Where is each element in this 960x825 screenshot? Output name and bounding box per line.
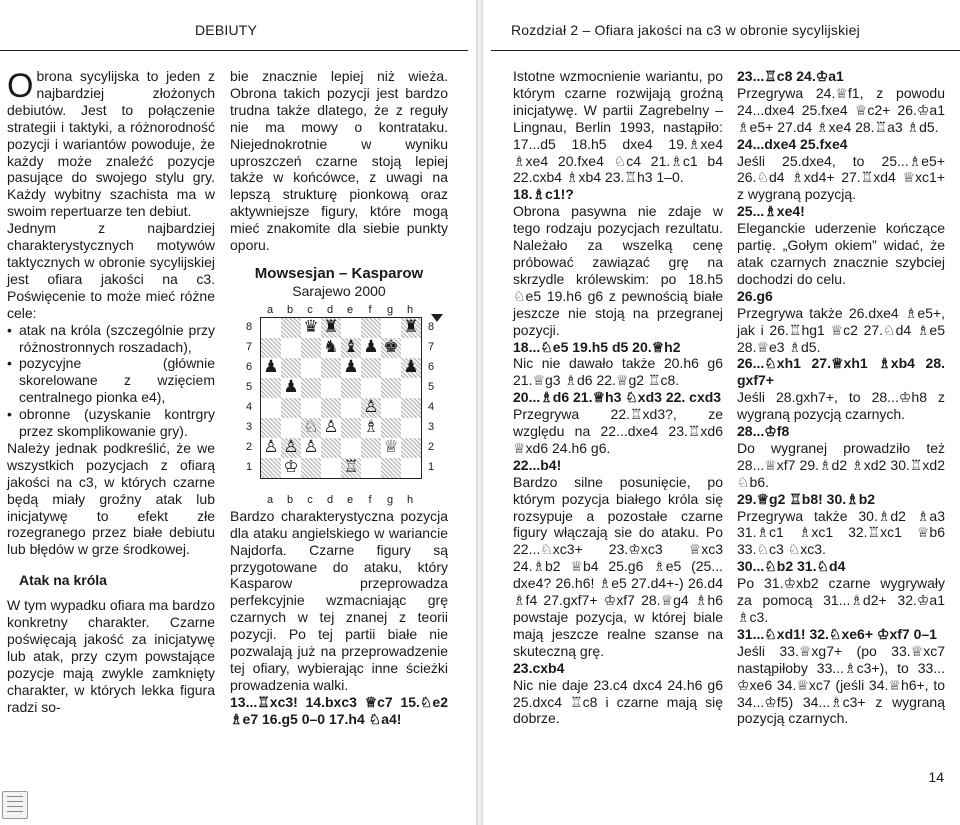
square-a2: [261, 438, 281, 458]
square-b3: [281, 418, 301, 438]
chess-board: [260, 317, 422, 479]
chess-piece-icon: ♘: [303, 417, 319, 438]
square-f7: [361, 338, 381, 358]
square-a1: [261, 458, 281, 478]
square-e5: [341, 378, 361, 398]
chess-piece-icon: ♙: [303, 437, 319, 458]
square-g4: [381, 398, 401, 418]
chess-piece-icon: ♖: [343, 457, 359, 478]
rank-label: 7: [428, 340, 435, 353]
square-g2: [381, 438, 401, 458]
file-label: h: [406, 493, 414, 506]
rank-label: 3: [428, 420, 435, 433]
square-e1: [341, 458, 361, 478]
chess-piece-icon: ♟: [343, 357, 359, 378]
square-g6: [381, 358, 401, 378]
move-sequence: 13...♖xc3! 14.bxc3 ♕c7 15.♘e2 ♗e7 16.g5 0–0 17.h4 ♘a4!: [230, 693, 448, 727]
square-h1: [401, 458, 421, 478]
square-f5: [361, 378, 381, 398]
square-d2: [321, 438, 341, 458]
header-rule: [0, 50, 468, 51]
file-label: d: [326, 493, 334, 506]
paragraph: bie znacznie lepiej niż wieża. Obrona takich pozycji jest bardzo trudna także dlatego, że z reguły nie ma mowy o kontrataku. Niejednokrotnie w wyniku uproszczeń czarne stoją lepiej także w końcówce, z uwagi na lepszą strukturę pionkową oraz aktywniejsze figury, które mogą mieć znakomite dla siebie punkty oporu.: [230, 68, 448, 254]
square-c7: [301, 338, 321, 358]
move-sequence: 20...♗d6 21.♕h3 ♘xd3 22. cxd3: [513, 389, 722, 406]
move-sequence: 29.♕g2 ♖b8! 30.♗b2: [737, 490, 876, 507]
square-g1: [381, 458, 401, 478]
rank-label: 6: [246, 360, 253, 373]
square-e2: [341, 438, 361, 458]
square-a6: [261, 358, 281, 378]
rank-label: 6: [428, 360, 435, 373]
file-label: a: [266, 493, 274, 506]
paragraph: Jeśli 28.gxh7+, to 28...♔h8 z wygraną pozycją czarnych.: [737, 389, 945, 423]
text-column-1: [7, 68, 215, 716]
move-sequence: 28...♔f8: [737, 423, 790, 440]
file-label: b: [286, 493, 294, 506]
file-label: f: [368, 303, 372, 316]
paragraph: Przegrywa 24.♕f1, z powodu 24...dxe4 25.fxe4 ♕c2+ 26.♔a1 ♗e5+ 27.d4 ♗xe4 28.♖a3 ♗d5.: [737, 84, 945, 135]
rank-label: 2: [428, 440, 435, 453]
paragraph: Przegrywa 22.♖xd3?, ze względu na 22...dxe4 23.♖xd6 ♕xd6 24.h6 g6.: [513, 406, 723, 456]
square-a4: [261, 398, 281, 418]
square-a3: [261, 418, 281, 438]
square-e6: [341, 358, 361, 378]
square-c2: [301, 438, 321, 458]
square-d5: [321, 378, 341, 398]
right-page: [483, 0, 960, 825]
rank-label: 4: [428, 400, 435, 413]
drop-cap: O: [7, 67, 34, 105]
rank-label: 4: [246, 400, 253, 413]
game-place: Sarajewo 2000: [292, 282, 386, 299]
rank-label: 8: [428, 320, 435, 333]
paragraph: Eleganckie uderzenie kończące partię. „Gołym okiem” widać, że atak czarnych znacznie szybciej dochodzi do celu.: [737, 220, 945, 287]
paragraph: Bardzo charakterystyczna pozycja dla ataku angielskiego w wariancie Najdorfa. Czarne figury są przygotowane do ataku, który Kasparow przeprowadza perfekcyjnie wzmacniając grę czarnych w tej znanej z teorii pozycji. Po tej partii białe nie pozwalają już na przeprowadzenie tej ofiary, wybierając inne ścieżki prowadzenia walki.: [230, 507, 448, 693]
paragraph: Obrona pasywna nie zdaje w tego rodzaju pozycjach rezultatu. Należało za wszelką cenę próbować zawiązać grę na skrzydle królewskim: po 18.h5 ♘e5 19.h6 g6 z pewnością białe jeszcze nie stoją na przegranej pozycji.: [513, 203, 723, 338]
move-sequence: 31...♘xd1! 32.♘xe6+ ♔xf7 0–1: [737, 625, 937, 642]
file-label: a: [266, 303, 274, 316]
rank-label: 7: [246, 340, 253, 353]
paragraph: Istotne wzmocnienie wariantu, po którym czarne rozwijają groźną inicjatywę. W partii Zagrebelny – Lingnau, Berlin 1993, nastąpiło: 17...d5 18.h5 dxe4 19.♗xe4 ♗xe4 20.fxe4 ♘c4 21.♗c1 b4 22.cxb4 ♗xb4 23.♖h3 1–0.: [513, 68, 723, 186]
text-column-3: [513, 68, 723, 727]
move-sequence: 30...♘b2 31.♘d4: [737, 558, 846, 575]
square-a7: [261, 338, 281, 358]
chess-piece-icon: ♛: [303, 317, 319, 338]
chess-piece-icon: ♙: [263, 437, 279, 458]
square-c4: [301, 398, 321, 418]
chess-piece-icon: ♙: [283, 437, 299, 458]
chess-diagram: [230, 300, 448, 508]
file-label: h: [406, 303, 414, 316]
square-h6: [401, 358, 421, 378]
square-d4: [321, 398, 341, 418]
paragraph: Przegrywa także 30.♗d2 ♗a3 31.♗c1 ♗xc1 32.♖xc1 ♕b6 33.♘c3 ♘xc3.: [737, 507, 945, 558]
chess-piece-icon: ♔: [283, 457, 299, 478]
square-e4: [341, 398, 361, 418]
square-d1: [321, 458, 341, 478]
square-g5: [381, 378, 401, 398]
move-sequence: 24...dxe4 25.fxe4: [737, 135, 848, 152]
square-c3: [301, 418, 321, 438]
move-sequence: 23...♖c8 24.♔a1: [737, 68, 844, 84]
paragraph: Po 31.♔xb2 czarne wygrywały za pomocą 31...♗d2+ 32.♔a1 ♗c3.: [737, 575, 945, 625]
chess-piece-icon: ♚: [383, 337, 399, 358]
square-c6: [301, 358, 321, 378]
chess-piece-icon: ♕: [383, 437, 399, 458]
square-h4: [401, 398, 421, 418]
file-label: d: [326, 303, 334, 316]
chess-piece-icon: ♟: [363, 337, 379, 358]
square-f2: [361, 438, 381, 458]
square-h2: [401, 438, 421, 458]
running-head-left: DEBIUTY: [195, 22, 258, 38]
header-rule: [491, 50, 960, 51]
left-page: [0, 0, 476, 825]
square-f8: [361, 318, 381, 338]
move-sequence: 25...♗xe4!: [737, 203, 805, 220]
square-b1: [281, 458, 301, 478]
text-column-4: [737, 68, 945, 727]
bullet-icon: •: [7, 321, 12, 338]
square-f1: [361, 458, 381, 478]
rank-label: 5: [246, 380, 253, 393]
move-sequence: 26...♘xh1 27.♕xh1 ♗xb4 28. gxf7+: [737, 355, 945, 389]
running-head-right: Rozdział 2 – Ofiara jakości na c3 w obronie sycylijskiej: [511, 22, 860, 38]
rank-labels-right: [428, 317, 434, 477]
file-labels-bottom: [260, 492, 420, 509]
file-label: b: [286, 303, 294, 316]
paragraph: Do wygranej prowadziło też 28...♕xf7 29.♗d2 ♗xd2 30.♖xd2 ♘b6.: [737, 439, 945, 490]
paragraph: Należy jednak podkreślić, że we wszystkich pozycjach z ofiarą jakości na c3, w których czarne będą miały groźny atak lub inicjatywę to efekt złe rozegranego przez białe debiutu lub błędów w grze środkowej.: [7, 439, 215, 558]
paragraph: Przegrywa także 26.dxe4 ♗e5+, jak i 26.♖hg1 ♕c2 27.♘d4 ♗e5 28.♕e3 ♗d5.: [737, 304, 945, 355]
chess-piece-icon: ♝: [343, 337, 359, 358]
side-to-move-icon: [431, 314, 443, 322]
file-label: g: [386, 303, 394, 316]
square-a5: [261, 378, 281, 398]
paragraph: W tym wypadku ofiara ma bardzo konkretny charakter. Czarne poświęcają jakość za inicjatywę lub atak, przy czym powstające pozycje mają zwykle zamknięty charakter, w których lekka figura radzi so-: [7, 597, 215, 715]
game-title: Mowsesjan – Kasparow: [254, 264, 424, 282]
square-b7: [281, 338, 301, 358]
text-column-2: [230, 68, 448, 728]
square-d8: [321, 318, 341, 338]
square-d6: [321, 358, 341, 378]
file-label: g: [386, 493, 394, 506]
chess-piece-icon: ♙: [323, 417, 339, 438]
chess-piece-icon: ♟: [403, 357, 419, 378]
bullet-item: • pozycyjne (głównie skorelowane z wzięciem centralnego pionka e4),: [7, 355, 215, 406]
square-h8: [401, 318, 421, 338]
file-label: f: [368, 493, 372, 506]
bullet-icon: •: [7, 355, 12, 372]
square-a8: [261, 318, 281, 338]
paragraph: Jeśli 25.dxe4, to 25...♗e5+ 26.♘d4 ♗xd4+ 27.♖xd4 ♕xc1+ z wygraną pozycją.: [737, 152, 945, 203]
chess-piece-icon: ♙: [363, 397, 379, 418]
rank-label: 3: [246, 420, 253, 433]
square-g8: [381, 318, 401, 338]
rank-label: 2: [246, 440, 253, 453]
square-h5: [401, 378, 421, 398]
square-h3: [401, 418, 421, 438]
section-heading: Atak na króla: [19, 572, 107, 589]
paragraph: Jeśli 33.♕xg7+ (po 33.♕xc7 nastąpiłoby 33...♗c3+), to 33... ♔xe6 34.♕xc7 (jeśli 34.♕h6+, to 34...♔f5) 34...♗c3+ z wygraną pozycją czarnych.: [737, 642, 945, 727]
file-label: e: [346, 303, 354, 316]
square-b8: [281, 318, 301, 338]
square-b2: [281, 438, 301, 458]
square-c1: [301, 458, 321, 478]
rank-labels-left: [246, 317, 252, 477]
bullet-item: • obronne (uzyskanie kontrgry przez skomplikowanie gry).: [7, 406, 215, 440]
square-g3: [381, 418, 401, 438]
move-sequence: 26.g6: [737, 287, 773, 304]
paragraph: Nic nie daje 23.c4 dxc4 24.h6 g6 25.dxc4 ♖c8 i czarne mają się dobrze.: [513, 676, 723, 727]
page-gutter: [476, 0, 483, 825]
document-icon: [2, 791, 28, 819]
paragraph: Jednym z najbardziej charakterystycznych motywów taktycznych w obronie sycylijskiej jest ofiara jakości na c3. Poświęcenie to może mieć różne cele:: [7, 220, 215, 321]
chess-piece-icon: ♜: [323, 317, 339, 338]
square-e8: [341, 318, 361, 338]
chess-piece-icon: ♟: [263, 357, 279, 378]
paragraph: Nic nie dawało także 20.h6 g6 21.♕g3 ♗d6 22.♕g2 ♖c8.: [513, 355, 723, 389]
square-d3: [321, 418, 341, 438]
square-d7: [321, 338, 341, 358]
square-f4: [361, 398, 381, 418]
square-f6: [361, 358, 381, 378]
file-label: c: [307, 303, 313, 316]
intro-paragraph: Obrona sycylijska to jeden z najbardziej złożonych debiutów. Jest to połączenie strategii i taktyki, a różnorodność pozycji i wariantów powoduje, że każdy może znaleźć pozycje pasujące do swojego stylu gry. Każdy wybitny szachista ma w swoim repertuarze ten debiut.: [7, 67, 215, 220]
rank-label: 5: [428, 380, 435, 393]
rank-label: 1: [246, 460, 253, 473]
move-sequence: 22...b4!: [513, 456, 562, 473]
move-sequence: 18...♘e5 19.h5 d5 20.♕h2: [513, 338, 681, 355]
square-c8: [301, 318, 321, 338]
file-label: e: [346, 493, 354, 506]
rank-label: 1: [428, 460, 435, 473]
square-e3: [341, 418, 361, 438]
page-number: 14: [928, 769, 944, 785]
rank-label: 8: [246, 320, 253, 333]
square-b5: [281, 378, 301, 398]
bullet-icon: •: [7, 406, 12, 423]
chess-piece-icon: ♞: [323, 337, 339, 358]
square-e7: [341, 338, 361, 358]
move-sequence: 18.♗c1!?: [513, 186, 574, 203]
square-g7: [381, 338, 401, 358]
square-b4: [281, 398, 301, 418]
chess-piece-icon: ♟: [283, 377, 299, 398]
chess-piece-icon: ♜: [403, 317, 419, 338]
paragraph: Bardzo silne posunięcie, po którym pozycja białego króla się rozsypuje a pozostałe czarne figury włączają sie do ataku. Po 22...♘xc3+ 23.♔xc3 ♕xc3 24.♗b2 ♕b4 25.g6 ♗e5 (25... dxe4? 26.h6! ♗e5 27.d4+-) 26.d4 ♗f4 27.gxf7+ ♔xf7 28.♕g4 ♗h6 powstaje pozycja, w której biale mają jeszcze realne szanse na skuteczną grę.: [513, 473, 723, 659]
bullet-item: • atak na króla (szczególnie przy różnostronnych roszadach),: [7, 321, 215, 355]
square-f3: [361, 418, 381, 438]
chess-piece-icon: ♗: [363, 417, 379, 438]
file-label: c: [307, 493, 313, 506]
square-b6: [281, 358, 301, 378]
move-sequence: 23.cxb4: [513, 659, 565, 676]
square-c5: [301, 378, 321, 398]
square-h7: [401, 338, 421, 358]
